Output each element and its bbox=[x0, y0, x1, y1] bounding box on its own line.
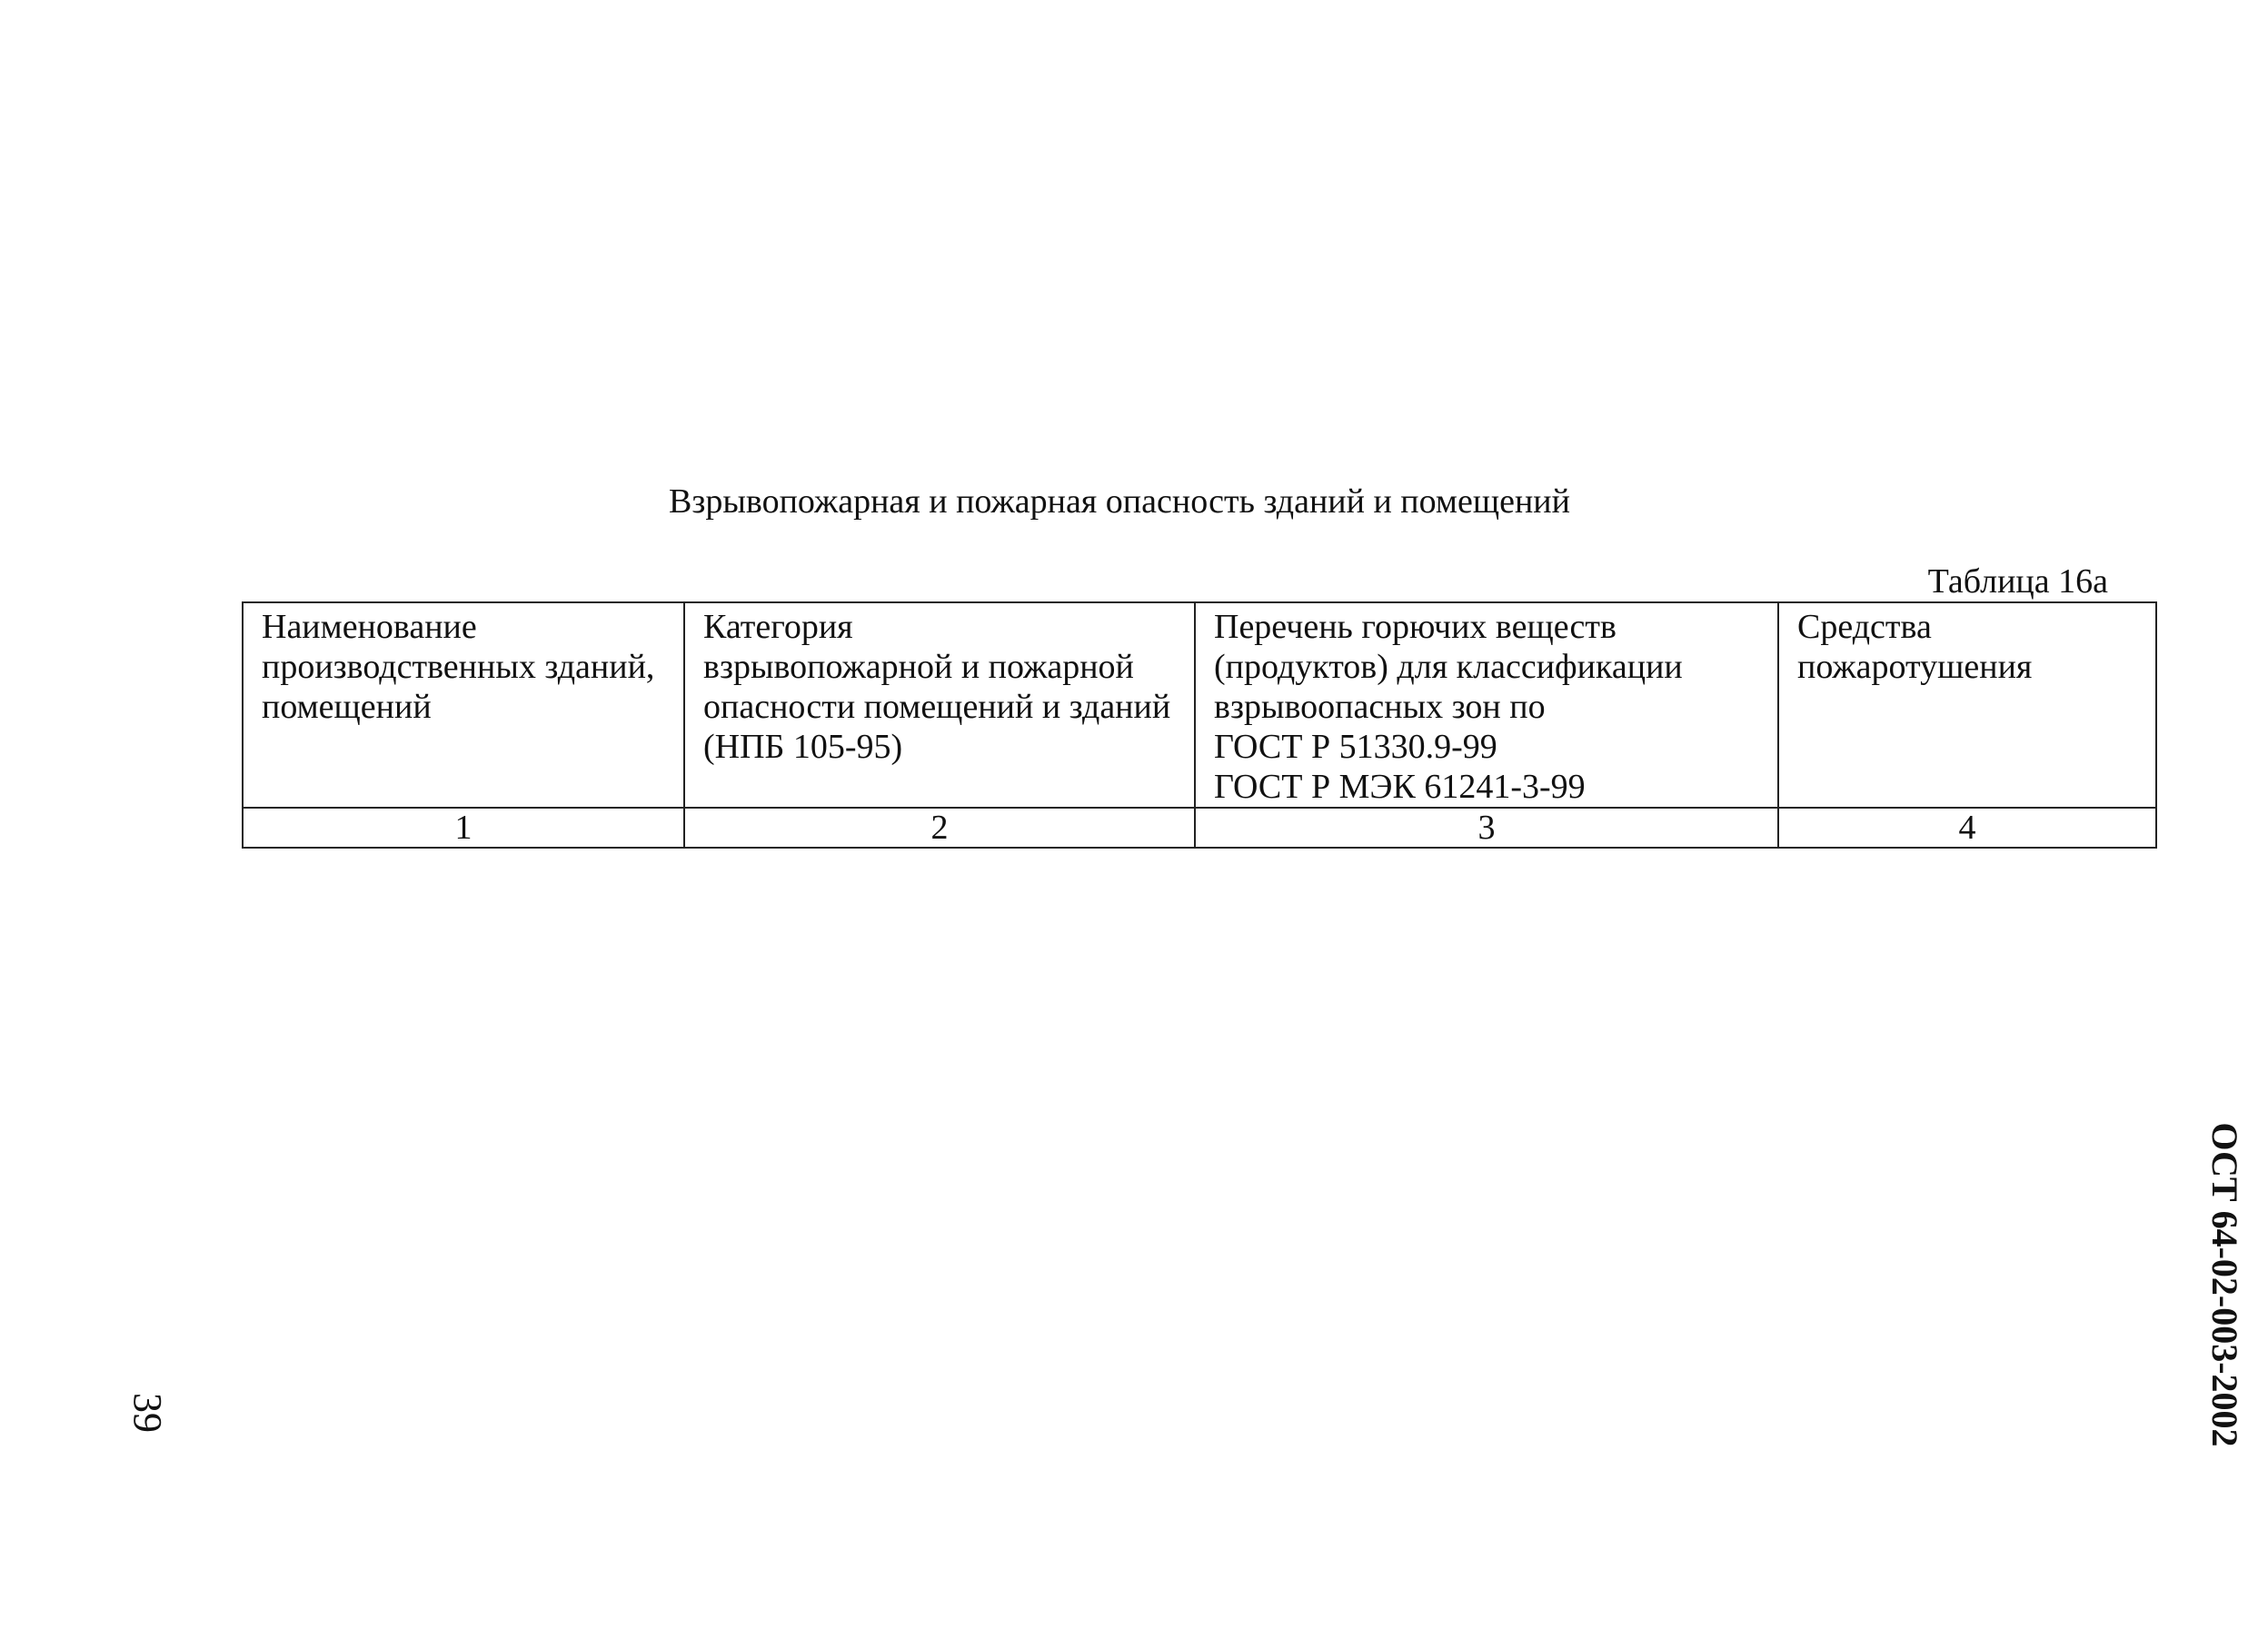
column-number: 2 bbox=[684, 808, 1195, 848]
column-number: 4 bbox=[1778, 808, 2156, 848]
table-label: Таблица 16а bbox=[1927, 562, 2108, 601]
column-number: 1 bbox=[243, 808, 684, 848]
column-number: 3 bbox=[1195, 808, 1778, 848]
page-number: 39 bbox=[125, 1393, 170, 1433]
header-cell-building-name: Наименование производственных зданий, помещений bbox=[243, 602, 684, 808]
hazard-table bbox=[242, 601, 2157, 849]
header-cell-hazard-category: Категория взрывопожарной и пожарной опасности помещений и зданий (НПБ 105-95) bbox=[684, 602, 1195, 808]
document-code: ОСТ 64-02-003-2002 bbox=[2204, 1122, 2245, 1447]
column-number-row bbox=[243, 808, 2156, 848]
header-cell-extinguishing-means: Средства пожаротушения bbox=[1778, 602, 2156, 808]
table-header-row bbox=[243, 602, 2156, 808]
header-cell-flammable-substances: Перечень горючих веществ (продуктов) для классификации взрывоопасных зон по ГОСТ Р 51330.9-99 ГОСТ Р МЭК 61241-3-99 bbox=[1195, 602, 1778, 808]
